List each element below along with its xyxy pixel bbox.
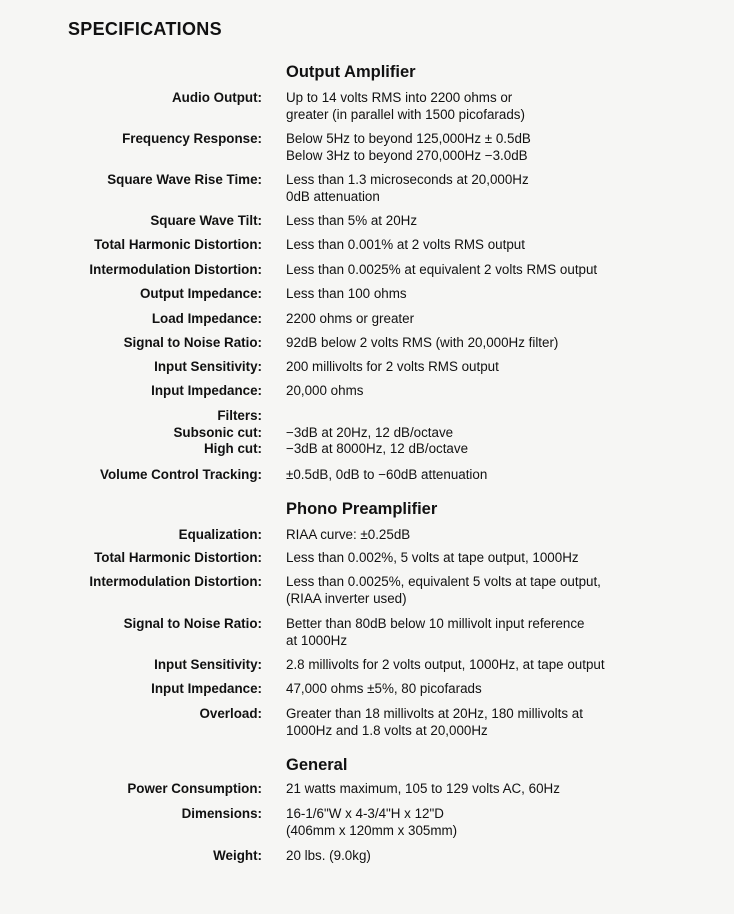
spec-value-line: 21 watts maximum, 105 to 129 volts AC, 60Hz [286, 781, 560, 796]
spec-value [286, 383, 726, 400]
spec-label-line: Square Wave Rise Time: [107, 172, 262, 187]
spec-label [0, 616, 262, 633]
section-heading: Output Amplifier [286, 63, 416, 81]
spec-label-line: Power Consumption: [127, 781, 262, 796]
spec-value-line: Below 5Hz to beyond 125,000Hz ± 0.5dB [286, 131, 531, 146]
spec-value-line: 47,000 ohms ±5%, 80 picofarads [286, 681, 482, 696]
spec-label [0, 806, 262, 823]
spec-label [0, 286, 262, 303]
spec-label-line: Volume Control Tracking: [100, 467, 262, 482]
spec-value-line: 1000Hz and 1.8 volts at 20,000Hz [286, 722, 488, 738]
spec-label [0, 681, 262, 698]
spec-value-line: Greater than 18 millivolts at 20Hz, 180 millivolts at [286, 706, 583, 721]
spec-value [286, 848, 726, 865]
spec-label-line: Subsonic cut: [173, 424, 262, 440]
spec-value [286, 286, 726, 303]
spec-value-line: ±0.5dB, 0dB to −60dB attenuation [286, 467, 488, 482]
spec-value-line: Less than 1.3 microseconds at 20,000Hz [286, 172, 529, 187]
spec-label-line: Total Harmonic Distortion: [94, 550, 262, 565]
page-title: SPECIFICATIONS [68, 19, 222, 39]
spec-label-line: Square Wave Tilt: [150, 213, 262, 228]
spec-label [0, 574, 262, 591]
spec-label-line: Weight: [213, 848, 262, 863]
spec-value-line: −3dB at 20Hz, 12 dB/octave [286, 424, 454, 440]
spec-label-line: Intermodulation Distortion: [89, 574, 262, 589]
spec-label [0, 408, 262, 458]
spec-label-line: Dimensions: [181, 806, 262, 821]
spec-label [0, 172, 262, 189]
spec-value-line: (406mm x 120mm x 305mm) [286, 822, 458, 838]
spec-value [286, 467, 726, 484]
spec-value [286, 131, 726, 164]
spec-value [286, 90, 726, 123]
spec-value [286, 213, 726, 230]
spec-value [286, 681, 726, 698]
spec-label-line: Input Impedance: [151, 383, 262, 398]
spec-value-line: 20 lbs. (9.0kg) [286, 848, 371, 863]
spec-value-line: 2.8 millivolts for 2 volts output, 1000Hz, at tape output [286, 657, 605, 672]
spec-value [286, 237, 726, 254]
spec-label [0, 657, 262, 674]
spec-label [0, 383, 262, 400]
spec-value [286, 172, 726, 205]
spec-value-line: (RIAA inverter used) [286, 590, 407, 606]
spec-value [286, 657, 726, 674]
spec-value [286, 616, 726, 649]
spec-label-line: Input Sensitivity: [154, 657, 262, 672]
spec-label-line: Load Impedance: [151, 311, 262, 326]
spec-value-line: Below 3Hz to beyond 270,000Hz −3.0dB [286, 147, 528, 163]
spec-label [0, 848, 262, 865]
spec-label [0, 131, 262, 148]
spec-value-line: 16-1/6"W x 4-3/4"H x 12"D [286, 806, 444, 821]
spec-value-line: Up to 14 volts RMS into 2200 ohms or [286, 90, 513, 105]
spec-label [0, 311, 262, 328]
spec-value-line: −3dB at 8000Hz, 12 dB/octave [286, 441, 469, 456]
spec-label [0, 527, 262, 544]
spec-label-line: Frequency Response: [122, 131, 262, 146]
spec-value-line: 200 millivolts for 2 volts RMS output [286, 359, 499, 374]
spec-label-line: Equalization: [178, 527, 262, 542]
spec-value-line: 92dB below 2 volts RMS (with 20,000Hz filter) [286, 335, 559, 350]
spec-label-line: Intermodulation Distortion: [89, 262, 262, 277]
spec-value [286, 550, 726, 567]
spec-value-line: at 1000Hz [286, 632, 348, 648]
spec-label-line: Filters: [217, 408, 262, 423]
spec-value [286, 527, 726, 544]
spec-value [286, 806, 726, 839]
spec-label-line: Signal to Noise Ratio: [123, 335, 262, 350]
spec-value [286, 574, 726, 607]
spec-label-line: Audio Output: [172, 90, 262, 105]
spec-value-line: 0dB attenuation [286, 188, 380, 204]
spec-value [286, 706, 726, 739]
spec-value-line: 20,000 ohms [286, 383, 364, 398]
spec-value-line: Better than 80dB below 10 millivolt input reference [286, 616, 585, 631]
spec-value-line: 2200 ohms or greater [286, 311, 415, 326]
spec-value-line: Less than 0.002%, 5 volts at tape output, 1000Hz [286, 550, 579, 565]
spec-label-line: High cut: [203, 441, 262, 456]
spec-label-line: Total Harmonic Distortion: [94, 237, 262, 252]
spec-label-line: Overload: [199, 706, 262, 721]
spec-value-line: RIAA curve: ±0.25dB [286, 527, 411, 542]
spec-value [286, 262, 726, 279]
spec-value-line: Less than 0.0025%, equivalent 5 volts at tape output, [286, 574, 601, 589]
spec-label [0, 359, 262, 376]
spec-value-line: Less than 0.001% at 2 volts RMS output [286, 237, 525, 252]
spec-label [0, 706, 262, 723]
spec-label-line: Signal to Noise Ratio: [123, 616, 262, 631]
spec-value-line: Less than 5% at 20Hz [286, 213, 418, 228]
spec-label [0, 237, 262, 254]
spec-label [0, 550, 262, 567]
spec-value [286, 335, 726, 352]
spec-value [286, 781, 726, 798]
spec-label [0, 335, 262, 352]
section-heading: General [286, 756, 348, 774]
spec-label-line: Input Impedance: [151, 681, 262, 696]
spec-value [286, 311, 726, 328]
spec-label [0, 262, 262, 279]
spec-label [0, 467, 262, 484]
spec-value-line: Less than 100 ohms [286, 286, 407, 301]
spec-label-line: Input Sensitivity: [154, 359, 262, 374]
spec-label [0, 90, 262, 107]
spec-value [286, 408, 726, 458]
spec-label-line: Output Impedance: [139, 286, 262, 301]
spec-label [0, 781, 262, 798]
section-heading: Phono Preamplifier [286, 500, 438, 518]
spec-label [0, 213, 262, 230]
spec-value [286, 359, 726, 376]
spec-value-line: greater (in parallel with 1500 picofarads) [286, 106, 525, 122]
spec-value-line [286, 408, 726, 425]
spec-value-line: Less than 0.0025% at equivalent 2 volts RMS output [286, 262, 598, 277]
